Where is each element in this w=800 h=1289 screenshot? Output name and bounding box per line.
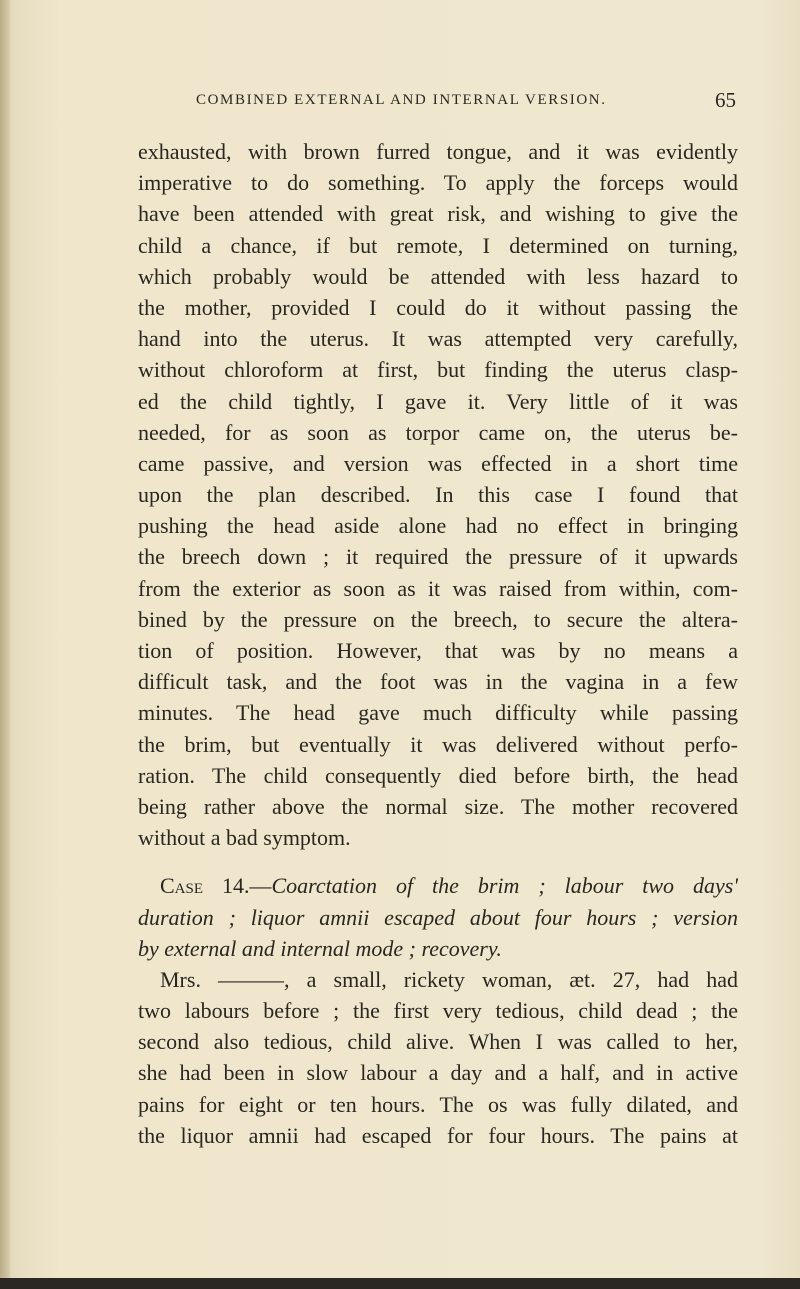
- case-heading-line: by external and internal mode ; recovery.: [138, 935, 502, 961]
- text-line: from the exterior as soon as it was raised from within, com-: [138, 575, 738, 601]
- text-line: upon the plan described. In this case I found that: [138, 482, 738, 508]
- body-text: [138, 136, 738, 1151]
- text-line: Mrs. ———, a small, rickety woman, æt. 27, had had: [160, 966, 738, 992]
- text-line: the mother, provided I could do it without passing the: [138, 294, 738, 320]
- text-line: came passive, and version was effected in a short time: [138, 450, 738, 476]
- case-heading-line: duration ; liquor amnii escaped about four hours ; version: [138, 904, 738, 930]
- text-line: she had been in slow labour a day and a half, and in active: [138, 1060, 738, 1086]
- text-line: which probably would be attended with less hazard to: [138, 263, 738, 289]
- text-line: second also tedious, child alive. When I was called to her,: [138, 1029, 738, 1055]
- text-line: pushing the head aside alone had no effect in bringing: [138, 513, 738, 539]
- running-head: COMBINED EXTERNAL AND INTERNAL VERSION.: [196, 92, 607, 108]
- text-line: ration. The child consequently died before birth, the head: [138, 762, 738, 788]
- case-narrative: [138, 964, 738, 1151]
- text-line: tion of position. However, that was by no means a: [138, 638, 738, 663]
- page-number: 65: [715, 88, 736, 112]
- page-bottom-edge: [0, 1278, 800, 1289]
- text-line: imperative to do something. To apply the forceps would: [138, 170, 738, 196]
- text-line: without a bad symptom.: [138, 825, 351, 851]
- case-title-text: Coarctation of the brim ; labour two days': [271, 873, 739, 899]
- text-line: hand into the uterus. It was attempted very carefully,: [138, 326, 738, 352]
- text-line: being rather above the normal size. The mother recovered: [138, 793, 738, 819]
- text-line: pains for eight or ten hours. The os was fully dilated, and: [138, 1091, 738, 1117]
- page-spine-shadow: [0, 0, 10, 1289]
- paragraph-gap: [138, 853, 738, 870]
- text-line: needed, for as soon as torpor came on, the uterus be-: [138, 419, 738, 445]
- case-heading-line: [138, 870, 738, 901]
- text-line: have been attended with great risk, and wishing to give the: [138, 201, 738, 227]
- text-line: ed the child tightly, I gave it. Very little of it was: [138, 388, 738, 414]
- text-line: the liquor amnii had escaped for four hours. The pains at: [138, 1122, 738, 1148]
- text-line: difficult task, and the foot was in the vagina in a few: [138, 669, 738, 695]
- case-dash: —: [249, 873, 272, 899]
- text-line: child a chance, if but remote, I determined on turning,: [138, 232, 738, 258]
- text-line: without chloroform at first, but finding the uterus clasp-: [138, 357, 738, 383]
- text-line: two labours before ; the first very tedious, child dead ; the: [138, 998, 738, 1024]
- paragraph-continuation: [138, 136, 738, 853]
- page-header: [196, 88, 736, 118]
- text-line: the brim, but eventually it was delivered without perfo-: [138, 731, 738, 757]
- text-line: minutes. The head gave much difficulty while passing: [138, 700, 738, 726]
- text-line: bined by the pressure on the breech, to secure the altera-: [138, 606, 738, 632]
- text-line: exhausted, with brown furred tongue, and it was evidently: [138, 139, 738, 164]
- text-line: the breech down ; it required the pressure of it upwards: [138, 544, 738, 570]
- case-heading: [138, 870, 738, 964]
- case-label: Case 14.: [160, 873, 250, 899]
